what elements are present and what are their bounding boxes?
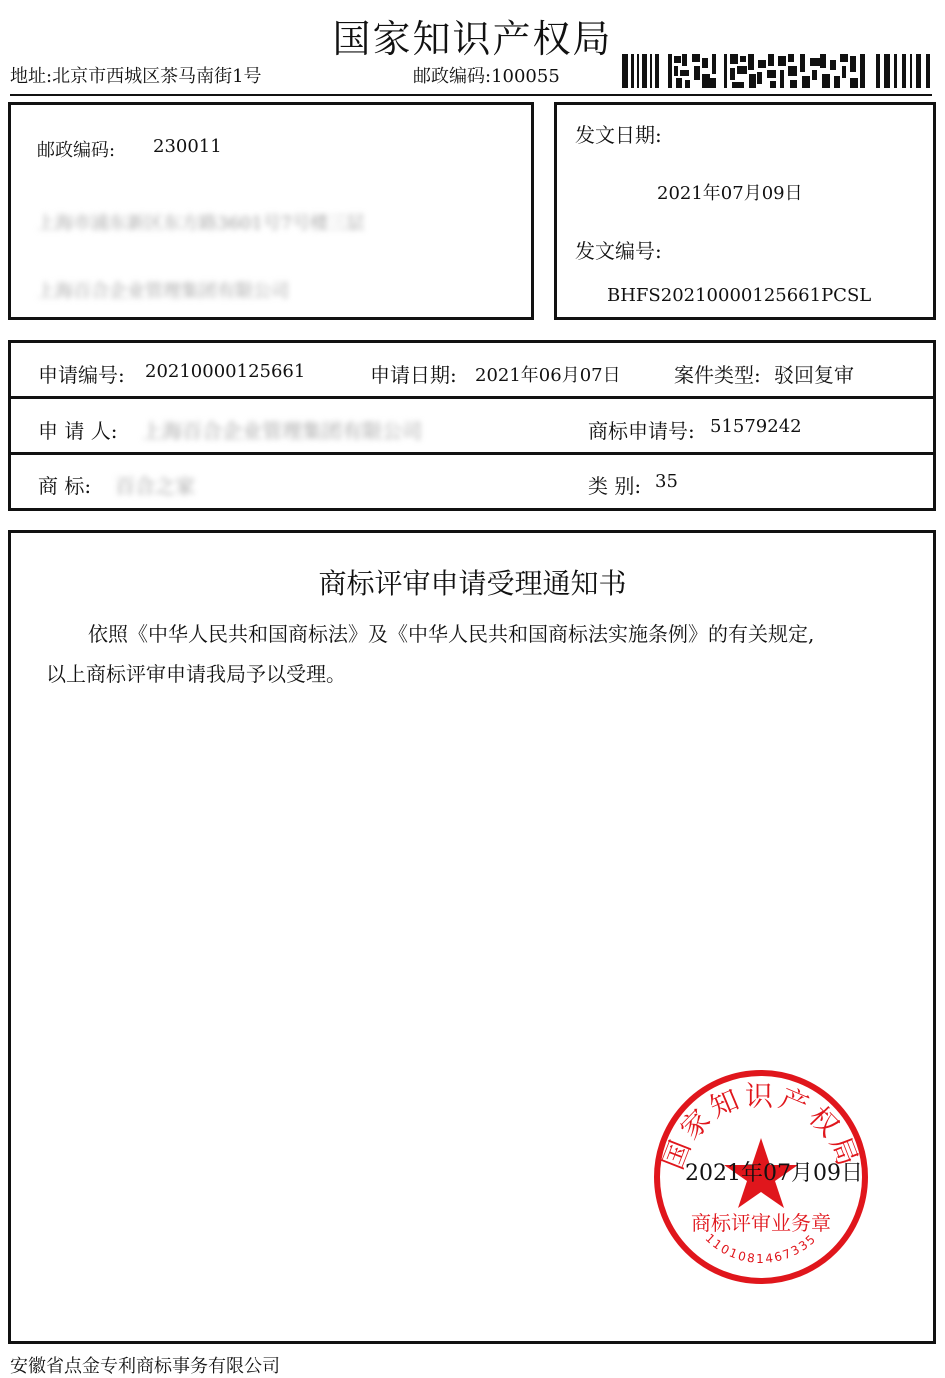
app-date-value: 2021年06月07日 (475, 365, 621, 386)
recipient-box (8, 102, 534, 320)
app-date-label: 申请日期: (370, 363, 457, 387)
office-address: 地址:北京市西城区茶马南街1号 (10, 66, 262, 87)
tm-app-no-value: 51579242 (710, 416, 802, 437)
case-row-divider (10, 452, 935, 455)
dispatch-number-label: 发文编号: (575, 239, 662, 263)
notice-sign-date: 2021年07月09日 (685, 1161, 863, 1186)
applicant-label: 申 请 人: (38, 419, 118, 443)
seal-bottom-text: 商标评审业务章 (691, 1211, 831, 1235)
dispatch-date-value: 2021年07月09日 (657, 183, 803, 204)
case-type-label: 案件类型: (674, 363, 761, 387)
seal-code: 1101081467335 (702, 1230, 820, 1266)
recipient-address: 上海市浦东新区东方路3601号7号楼三层 (37, 213, 365, 234)
tm-app-no-label: 商标申请号: (588, 419, 695, 443)
applicant-value: 上海百合企业管理集团有限公司 (142, 419, 422, 443)
barcode-icon (622, 54, 932, 88)
notice-paragraph-2: 以上商标评审申请我局予以受理。 (46, 662, 346, 686)
class-label: 类 别: (588, 474, 642, 498)
seal-arc-text: 国家知识产权局 (656, 1079, 866, 1174)
case-type-value: 驳回复审 (774, 363, 854, 387)
office-name: 国家知识产权局 (332, 17, 613, 61)
recipient-postcode-label: 邮政编码: (37, 140, 116, 161)
case-row-divider (10, 396, 935, 399)
notice-title: 商标评审申请受理通知书 (318, 567, 627, 600)
office-postcode: 邮政编码:100055 (413, 66, 560, 87)
trademark-value: 百合之家 (115, 474, 195, 498)
app-no-label: 申请编号: (38, 363, 125, 387)
dispatch-box (554, 102, 936, 320)
app-no-value: 20210000125661 (145, 361, 306, 382)
recipient-postcode-value: 230011 (153, 136, 222, 157)
dispatch-date-label: 发文日期: (575, 123, 662, 147)
trademark-label: 商 标: (38, 474, 92, 498)
agency-name: 安徽省点金专利商标事务有限公司 (10, 1356, 280, 1377)
dispatch-number-value: BHFS20210000125661PCSL (607, 285, 872, 306)
notice-paragraph-1: 依照《中华人民共和国商标法》及《中华人民共和国商标法实施条例》的有关规定, (88, 622, 815, 646)
recipient-name: 上海百合企业管理集团有限公司 (37, 281, 289, 302)
header-divider (10, 94, 932, 96)
class-value: 35 (655, 471, 678, 492)
